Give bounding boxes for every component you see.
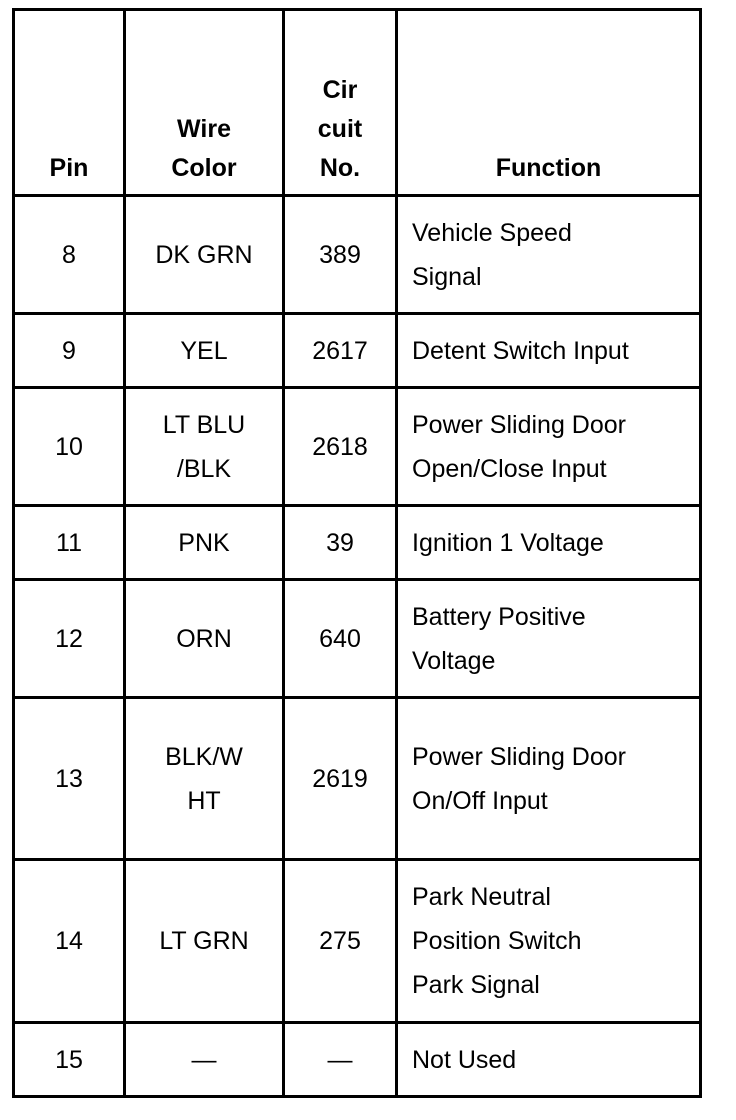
wire-color-line: YEL bbox=[180, 336, 228, 365]
function-line: Signal bbox=[412, 262, 482, 291]
function-line: Not Used bbox=[412, 1045, 517, 1074]
pinout-table bbox=[12, 8, 702, 1098]
wire-color-line: BLK/W bbox=[165, 742, 243, 771]
cell-function bbox=[397, 860, 701, 1023]
wire-color-line: LT GRN bbox=[159, 927, 249, 955]
cell-function bbox=[397, 196, 701, 314]
function-line: Battery Positive bbox=[412, 602, 586, 631]
table-row bbox=[14, 314, 701, 388]
wire-color-line: LT BLU bbox=[162, 410, 246, 439]
wire-color-line: HT bbox=[187, 786, 221, 815]
header-wire-color-line: Color bbox=[171, 154, 237, 182]
cell-pin: 9 bbox=[14, 314, 125, 388]
cell-pin: 8 bbox=[14, 196, 125, 314]
cell-pin: 13 bbox=[14, 698, 125, 860]
wire-color-line: /BLK bbox=[176, 454, 232, 483]
cell-pin: 15 bbox=[14, 1023, 125, 1097]
table-row bbox=[14, 1023, 701, 1097]
cell-pin: 10 bbox=[14, 388, 125, 506]
table-row bbox=[14, 698, 701, 860]
wire-color-line: ORN bbox=[176, 624, 232, 653]
cell-circuit: 2617 bbox=[284, 314, 397, 388]
cell-circuit: 2618 bbox=[284, 388, 397, 506]
function-line: Position Switch bbox=[412, 927, 582, 955]
table-row bbox=[14, 580, 701, 698]
wire-color-line: — bbox=[191, 1045, 217, 1074]
table-row bbox=[14, 196, 701, 314]
cell-function bbox=[397, 388, 701, 506]
cell-function bbox=[397, 506, 701, 580]
cell-circuit: 39 bbox=[284, 506, 397, 580]
header-wire-color-line: Wire bbox=[177, 115, 231, 143]
cell-pin: 14 bbox=[14, 860, 125, 1023]
cell-circuit: 2619 bbox=[284, 698, 397, 860]
cell-function bbox=[397, 580, 701, 698]
header-circuit-line: cuit bbox=[317, 115, 363, 143]
header-circuit-line: No. bbox=[319, 154, 361, 182]
function-line: Power Sliding Door bbox=[412, 742, 626, 771]
table-body bbox=[14, 196, 701, 1097]
cell-function bbox=[397, 698, 701, 860]
cell-wire-color bbox=[125, 314, 284, 388]
cell-circuit: 275 bbox=[284, 860, 397, 1023]
function-line: Park Neutral bbox=[412, 883, 551, 911]
wire-color-line: PNK bbox=[178, 528, 230, 557]
cell-wire-color bbox=[125, 388, 284, 506]
header-function: Function bbox=[397, 10, 701, 196]
table-row bbox=[14, 388, 701, 506]
cell-function bbox=[397, 314, 701, 388]
table-row bbox=[14, 506, 701, 580]
cell-circuit: 389 bbox=[284, 196, 397, 314]
function-line: Ignition 1 Voltage bbox=[412, 528, 604, 557]
cell-wire-color bbox=[125, 1023, 284, 1097]
function-line: On/Off Input bbox=[412, 786, 548, 815]
function-line: Voltage bbox=[412, 646, 496, 675]
cell-wire-color bbox=[125, 580, 284, 698]
function-line: Open/Close Input bbox=[412, 454, 607, 483]
header-circuit-line: Cir bbox=[322, 76, 358, 104]
cell-circuit: — bbox=[284, 1023, 397, 1097]
function-line: Park Signal bbox=[412, 971, 540, 999]
function-line: Detent Switch Input bbox=[412, 336, 629, 365]
cell-wire-color bbox=[125, 506, 284, 580]
header-wire-color bbox=[125, 10, 284, 196]
header-circuit-no bbox=[284, 10, 397, 196]
cell-function bbox=[397, 1023, 701, 1097]
cell-circuit: 640 bbox=[284, 580, 397, 698]
cell-wire-color bbox=[125, 196, 284, 314]
table-row bbox=[14, 860, 701, 1023]
function-line: Vehicle Speed bbox=[412, 218, 572, 247]
cell-wire-color bbox=[125, 698, 284, 860]
header-row bbox=[14, 10, 701, 196]
header-pin: Pin bbox=[14, 10, 125, 196]
wire-color-line: DK GRN bbox=[155, 240, 253, 269]
cell-wire-color bbox=[125, 860, 284, 1023]
function-line: Power Sliding Door bbox=[412, 410, 626, 439]
cell-pin: 12 bbox=[14, 580, 125, 698]
cell-pin: 11 bbox=[14, 506, 125, 580]
